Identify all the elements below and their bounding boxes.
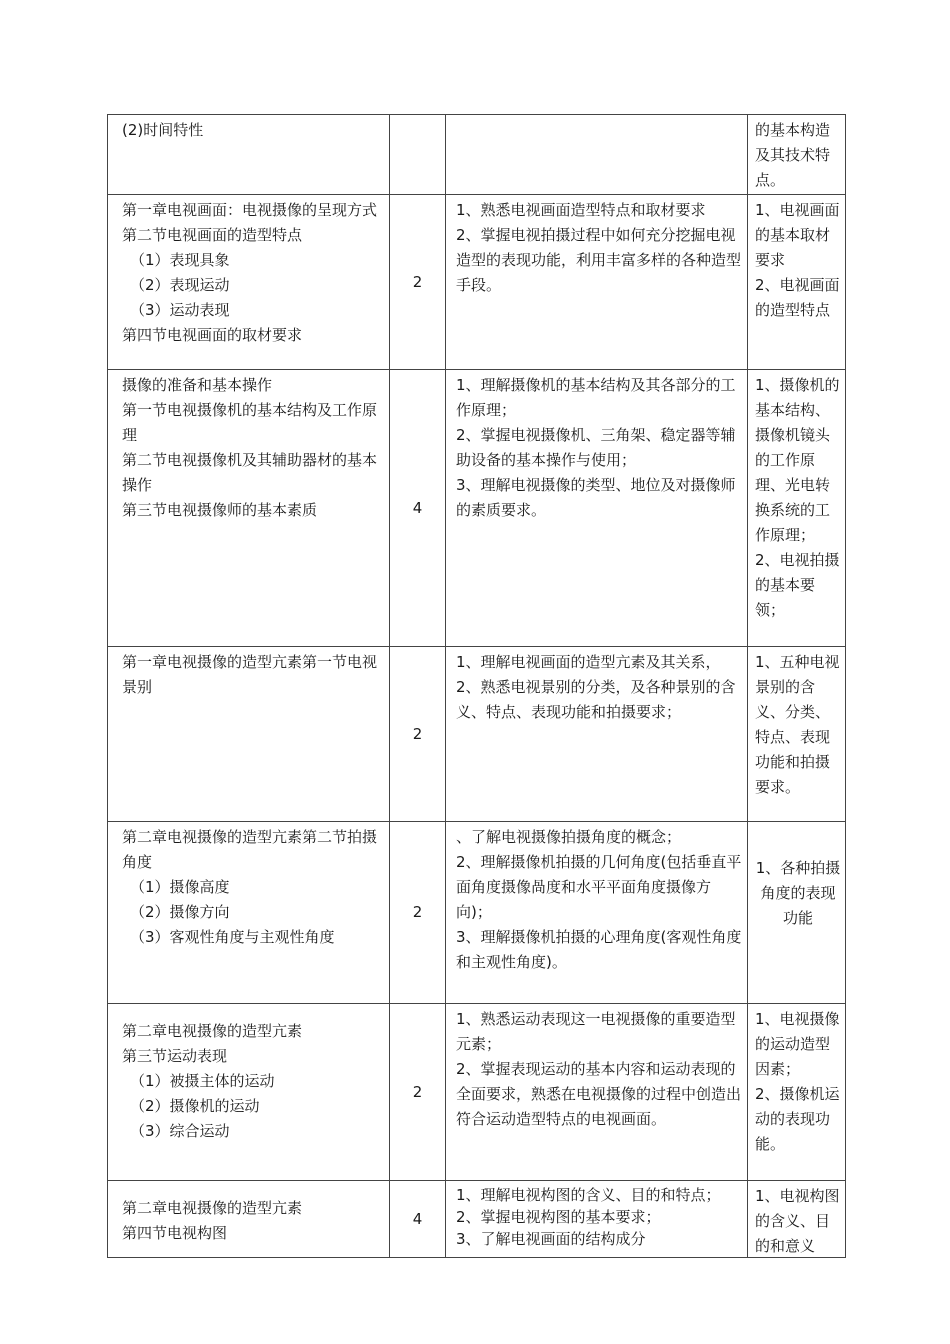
hours-cell	[390, 115, 446, 195]
key-point-line: 的基本构造及其技术特点。	[755, 121, 831, 189]
topic-line: 摄像的准备和基本操作	[122, 376, 273, 394]
table-row	[108, 822, 846, 1004]
hours-cell	[390, 370, 446, 647]
key-point-line: 1、摄像机的基本结构、摄像机镜头的工作原理、光电转换系统的工作原理；	[755, 376, 840, 544]
topic-line: （2）摄像方向	[130, 903, 230, 921]
topic-cell	[108, 822, 390, 1004]
table-row	[108, 1004, 846, 1181]
key-point-line: 1、电视画面的基本取材要求	[755, 201, 840, 269]
objective-line: 2、掌握表现运动的基本内容和运动表现的全面要求，熟悉在电视摄像的过程中创造出符合运动造型特点的电视画面。	[456, 1060, 742, 1128]
objective-line: 1、理解摄像机的基本结构及其各部分的工作原理；	[456, 376, 736, 419]
topic-cell	[108, 1004, 390, 1181]
key-points-cell	[748, 647, 846, 822]
key-point-line: 1、各种拍摄角度的表现功能	[755, 859, 841, 927]
syllabus-table-body	[108, 115, 846, 1258]
topic-line: （2）摄像机的运动	[130, 1097, 260, 1115]
topic-cell	[108, 647, 390, 822]
objectives-cell	[446, 647, 748, 822]
objectives-cell	[446, 370, 748, 647]
key-point-line: 1、电视摄像的运动造型因素；	[755, 1010, 840, 1078]
key-point-line: 1、五种电视景别的含义、分类、特点、表现功能和拍摄要求。	[755, 653, 840, 796]
key-point-line: 2、摄像机运动的表现功能。	[755, 1085, 840, 1153]
topic-line: （2）表现运动	[130, 276, 230, 294]
table-row	[108, 1181, 846, 1258]
objective-line: 2、理解摄像机拍摄的几何角度(包括垂直平面角度摄像咼度和水平平面角度摄像方向)；	[456, 853, 742, 921]
objectives-cell	[446, 115, 748, 195]
topic-line: 第四节电视构图	[122, 1224, 228, 1242]
hours-value: 2	[412, 903, 423, 921]
table-row	[108, 647, 846, 822]
hours-value: 2	[412, 272, 423, 291]
objective-line: 3、理解电视摄像的类型、地位及对摄像师的素质要求。	[456, 476, 736, 519]
key-point-line: 2、电视拍摄的基本要领；	[755, 551, 840, 619]
topic-line: (2)时间特性	[122, 121, 204, 139]
key-points-cell	[748, 370, 846, 647]
topic-line: 第四节电视画面的取材要求	[122, 326, 303, 344]
objective-line: 1、理解电视画面的造型亢素及其关系，	[456, 653, 721, 671]
objective-line: 3、了解电视画面的结构成分	[456, 1230, 646, 1248]
hours-cell	[390, 195, 446, 370]
topic-line: （1）表现具象	[130, 251, 230, 269]
topic-line: 第三节电视摄像师的基本素质	[122, 501, 318, 519]
hours-value: 2	[412, 1082, 423, 1101]
key-point-line: 2、电视画面的造型特点	[755, 276, 840, 319]
topic-cell	[108, 195, 390, 370]
objectives-cell	[446, 1181, 748, 1258]
topic-line: 第一节电视摄像机的基本结构及工作原理	[122, 401, 378, 444]
key-points-cell	[748, 1181, 846, 1258]
topic-line: （1）被摄主体的运动	[130, 1072, 275, 1090]
hours-cell	[390, 647, 446, 822]
topic-line: 第一章电视摄像的造型亢素第一节电视景别	[122, 653, 378, 696]
objective-line: 1、熟悉电视画面造型特点和取材要求	[456, 201, 706, 219]
objectives-cell	[446, 1004, 748, 1181]
topic-cell	[108, 370, 390, 647]
objective-line: 1、熟悉运动表现这一电视摄像的重要造型元素；	[456, 1010, 736, 1053]
hours-cell	[390, 1181, 446, 1258]
topic-line: （1）摄像高度	[130, 878, 230, 896]
topic-line: （3）综合运动	[130, 1122, 230, 1140]
hours-value: 2	[412, 724, 423, 743]
topic-line: 第二节电视画面的造型特点	[122, 226, 303, 244]
topic-cell	[108, 115, 390, 195]
hours-cell	[390, 822, 446, 1004]
hours-value: 4	[412, 1209, 423, 1228]
objective-line: 2、掌握电视构图的基本要求；	[456, 1208, 661, 1226]
topic-line: （3）客观性角度与主观性角度	[130, 928, 335, 946]
objective-line: 2、熟悉电视景别的分类，及各种景别的含义、特点、表现功能和拍摄要求；	[456, 678, 736, 721]
objectives-cell	[446, 195, 748, 370]
hours-cell	[390, 1004, 446, 1181]
table-row	[108, 115, 846, 195]
topic-line: 第一章电视画面：电视摄像的呈现方式	[122, 201, 378, 219]
table-row	[108, 195, 846, 370]
objective-line: 1、理解电视构图的含义、目的和特点；	[456, 1186, 721, 1204]
key-point-line: 1、电视构图的含义、目的和意义	[755, 1187, 840, 1255]
topic-line: 第二章电视摄像的造型亢素	[122, 1199, 303, 1217]
objective-line: 2、掌握电视摄像机、三角架、稳定器等辅助设备的基本操作与使用；	[456, 426, 736, 469]
topic-cell	[108, 1181, 390, 1258]
objective-line: 2、掌握电视拍摄过程中如何充分挖掘电视造型的表现功能，利用丰富多样的各种造型手段。	[456, 226, 742, 294]
table-row	[108, 370, 846, 647]
key-points-cell	[748, 1004, 846, 1181]
objective-line: 3、理解摄像机拍摄的心理角度(客观性角度和主观性角度)。	[456, 928, 742, 971]
topic-line: 第二章电视摄像的造型亢素第二节拍摄角度	[122, 828, 378, 871]
topic-line: 第二节电视摄像机及其辅助器材的基本操作	[122, 451, 378, 494]
topic-line: 第二章电视摄像的造型亢素	[122, 1022, 303, 1040]
key-points-cell	[748, 195, 846, 370]
objectives-cell	[446, 822, 748, 1004]
key-points-cell	[748, 822, 846, 1004]
topic-line: 第三节运动表现	[122, 1047, 228, 1065]
objective-line: 、了解电视摄像拍摄角度的概念；	[456, 828, 682, 846]
key-points-cell	[748, 115, 846, 195]
topic-line: （3）运动表现	[130, 301, 230, 319]
syllabus-table	[107, 114, 846, 1258]
hours-value: 4	[412, 498, 423, 517]
